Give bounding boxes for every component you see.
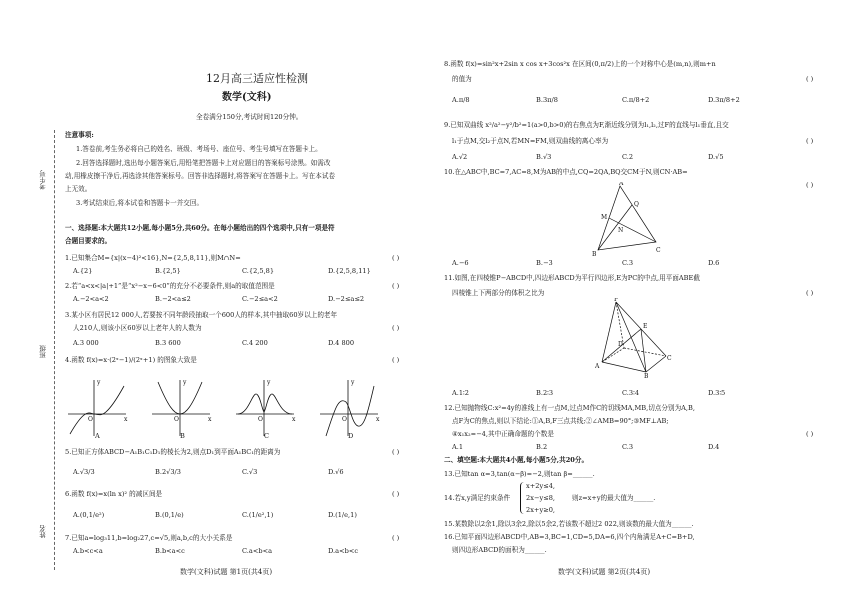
q16-stem-cont: 则四边形ABCD的面积为______.	[452, 546, 547, 554]
q7-option: B.b<a<c	[155, 547, 185, 555]
answer-bracket: ( )	[392, 324, 400, 332]
q12-stem-cont: 点F为C的焦点,则以下结论:①A,B,F三点共线;②∠AMB=90°;③MF⊥AB;	[452, 417, 669, 425]
page-2	[436, 0, 856, 608]
answer-bracket: ( )	[392, 534, 400, 542]
q6-option: C.(1/e²,1)	[242, 511, 274, 519]
graph-d	[326, 386, 374, 436]
q16-stem: 16.已知平面四边形ABCD中,AB=3,BC=1,CD=5,DA=6,四个内角满足A+C=B+D,	[444, 533, 695, 541]
q6-stem: 6.函数 f(x)=x(ln x)² 的减区间是	[65, 490, 163, 498]
q9-option: C.2	[622, 153, 634, 161]
q3-option: A.3 000	[73, 339, 99, 347]
graph-c	[238, 394, 292, 414]
q9-option: D.√5	[708, 153, 724, 161]
q9-stem: 9.已知双曲线 x²/a²−y²/b²=1(a>0,b>0)的右焦点为F,渐近线分别为l₁,l₂,过F的直线与l₁垂直,且交	[444, 121, 729, 129]
q2-option: A.−2<a<2	[73, 295, 109, 303]
notice-item: 3.考试结束后,将本试卷和答题卡一并交回。	[76, 199, 204, 207]
q1-option: A.{2}	[73, 267, 93, 275]
answer-bracket: ( )	[392, 356, 400, 364]
section-1-heading: 一、选择题:本大题共12小题,每小题5分,共60分。在每小题给出的四个选项中,只有一项是符	[65, 224, 335, 232]
q14-stem: 14.若x,y满足约束条件	[444, 494, 511, 502]
q4-label: A	[95, 432, 100, 440]
segment-cm	[609, 218, 656, 242]
binding-line	[54, 130, 55, 570]
q1-option: D.{2,5,8,11}	[328, 267, 371, 275]
q4-label: D	[348, 432, 354, 440]
q7-option: D.a<b<c	[328, 547, 359, 555]
q9-option: B.√3	[536, 153, 552, 161]
q4-stem: 4.函数 f(x)=x·(2ˣ−1)/(2ˣ+1) 的图象大致是	[65, 356, 197, 364]
graph-a	[70, 386, 124, 434]
q12-stem: 12.已知抛物线C:x²=4y的准线上有一点M,过点M作C的切线MA,MB,切点分别为A,B,	[444, 404, 695, 412]
q7-stem: 7.已知a=log₃11,b=log₂27,c=√5,则a,b,c的大小关系是	[65, 534, 233, 542]
svg-text:B: B	[592, 251, 597, 258]
notice-item: 2.回答选择题时,选出每小题答案后,用铅笔把答题卡上对应题目的答案标号涂黑。如需改	[76, 159, 331, 167]
q14-constraint: x+2y≤4,	[526, 482, 555, 490]
q15-stem: 15.某数除以2余1,除以3余2,除以5余2,若该数不超过2 022,则该数的最大值为______.	[444, 520, 694, 528]
svg-text:P: P	[614, 298, 619, 303]
q3-stem-cont: 人210人,则该小区60岁以上老年人的人数为	[73, 324, 202, 332]
q11-stem-cont: 四棱锥上下两部分的体积之比为	[452, 289, 545, 297]
answer-bracket: ( )	[806, 75, 814, 83]
answer-bracket: ( )	[392, 282, 400, 290]
q10-option: B.−3	[536, 259, 553, 267]
q2-stem: 2.若“a<x<|a|+1”是“x²−x−6<0”的充分不必要条件,则a的取值范围是	[65, 282, 275, 290]
q5-option: D.√6	[328, 468, 344, 476]
answer-bracket: ( )	[806, 430, 814, 438]
notice-title: 注意事项:	[65, 131, 94, 139]
constraint-brace	[520, 482, 524, 514]
q10-stem: 10.在△ABC中,BC=7,AC=8,M为AB的中点,CQ=2QA,BQ交CM于N,则CN·AB=	[444, 168, 688, 176]
exam-title: 12月高三适应性检测	[206, 72, 308, 85]
q13-stem: 13.已知tan α=3,tan(α−β)=−2,则tan β=______.	[444, 470, 595, 478]
answer-bracket: ( )	[806, 137, 814, 145]
q8-stem: 8.函数 f(x)=sin²x+2sin x cos x+3cos²x 在区间(0,π/2)上的一个对称中心是(m,n),则m+n	[444, 60, 716, 68]
candidate-number-label: 考生号	[39, 170, 47, 190]
q8-option: A.π/8	[452, 96, 470, 104]
q4-label: C	[264, 432, 270, 440]
q2-option: D.−2≤a≤2	[328, 295, 365, 303]
svg-text:y: y	[267, 379, 271, 386]
svg-text:O: O	[258, 416, 263, 423]
q10-option: D.6	[708, 259, 720, 267]
q7-option: A.b<c<a	[73, 547, 103, 555]
q14-stem-tail: 则z=x+y的最大值为______.	[572, 494, 656, 502]
q4-graph-options	[66, 376, 386, 438]
q9-option: A.√2	[452, 153, 468, 161]
notice-item: 动,用橡皮擦干净后,再选涂其他答案标号。回答非选择题时,将答案写在答题卡上。写在本试卷	[65, 172, 336, 180]
q6-option: D.(1/e,1)	[328, 511, 357, 519]
q3-option: C.4 200	[242, 339, 268, 347]
svg-text:C: C	[656, 247, 661, 254]
q3-option: B.3 600	[155, 339, 181, 347]
q10-triangle-figure	[592, 182, 662, 258]
svg-text:x: x	[208, 416, 212, 423]
q4-label: B	[180, 432, 185, 440]
svg-text:O: O	[88, 416, 93, 423]
q12-option: B.2	[536, 443, 548, 451]
svg-text:x: x	[292, 416, 296, 423]
svg-text:y: y	[183, 379, 187, 386]
svg-text:y: y	[351, 379, 355, 386]
q14-constraint: 2x−y≤8,	[526, 494, 555, 502]
exam-subject: 数学(文科)	[222, 92, 272, 103]
q2-option: B.−2<a≤2	[155, 295, 191, 303]
q11-option: D.3∶5	[708, 389, 726, 397]
notice-item: 上无效。	[65, 185, 92, 193]
q8-stem-cont: 的值为	[452, 75, 472, 83]
q1-option: C.{2,5,8}	[242, 267, 275, 275]
svg-text:y: y	[97, 379, 101, 386]
svg-text:x: x	[124, 416, 128, 423]
q3-option: D.4 800	[328, 339, 355, 347]
svg-text:N: N	[618, 227, 624, 234]
q11-option: C.3∶4	[622, 389, 640, 397]
svg-text:O: O	[342, 416, 347, 423]
answer-bracket: ( )	[806, 289, 814, 297]
page-footer: 数学(文科)试题 第1页(共4页)	[180, 568, 273, 576]
q14-constraint: 2x+y≥0,	[526, 506, 555, 514]
q5-stem: 5.已知正方体ABCD−A₁B₁C₁D₁的棱长为2,则点D₁到平面A₁BC₁的距离为	[65, 448, 281, 456]
q5-option: B.2√3/3	[155, 468, 181, 476]
q8-option: C.π/8+2	[622, 96, 650, 104]
q2-option: C.−2≤a<2	[242, 295, 278, 303]
q11-stem: 11.如图,在四棱锥P−ABCD中,四边形ABCD为平行四边形,E为PC的中点,用平面ABE截	[444, 274, 700, 282]
answer-bracket: ( )	[392, 448, 400, 456]
q12-option: C.3	[622, 443, 634, 451]
q8-option: B.3π/8	[536, 96, 558, 104]
q10-option: A.−6	[452, 259, 469, 267]
q7-option: C.a<b<a	[242, 547, 273, 555]
name-label: 姓名	[39, 525, 47, 538]
svg-text:x: x	[376, 416, 380, 423]
q6-option: A.(0,1/e²)	[73, 511, 105, 519]
q12-option: A.1	[452, 443, 464, 451]
section-2-heading: 二、填空题:本大题共4小题,每小题5分,共20分。	[444, 456, 589, 464]
svg-text:Q: Q	[634, 201, 639, 208]
svg-text:D: D	[618, 341, 623, 348]
svg-text:A: A	[619, 182, 624, 187]
q5-option: A.√3/3	[73, 468, 95, 476]
q6-option: B.(0,1/e)	[155, 511, 184, 519]
answer-bracket: ( )	[806, 181, 814, 189]
svg-text:B: B	[644, 373, 649, 378]
q12-option: D.4	[708, 443, 720, 451]
q9-stem-cont: l₁于点M,交l₂于点N,若MN=FM,则双曲线的离心率为	[452, 137, 609, 145]
q11-option: A.1∶2	[452, 389, 469, 397]
svg-text:A: A	[595, 363, 600, 370]
page-footer: 数学(文科)试题 第2页(共4页)	[558, 568, 651, 576]
q10-option: C.3	[622, 259, 634, 267]
q1-stem: 1.已知集合M={x|(x−4)²<16},N={2,5,8,11},则M∩N=	[65, 254, 241, 262]
answer-bracket: ( )	[392, 490, 400, 498]
q1-option: B.{2,5}	[155, 267, 181, 275]
svg-text:M: M	[601, 214, 608, 221]
q12-stem-cont: ④x₁x₂=−4,其中正确命题的个数是	[452, 430, 554, 438]
q11-pyramid-figure	[594, 298, 674, 378]
section-1-heading-cont: 合题目要求的。	[65, 237, 112, 245]
svg-text:O: O	[174, 416, 179, 423]
svg-text:E: E	[643, 323, 648, 330]
svg-text:C: C	[667, 355, 672, 362]
q3-stem: 3.某小区有居民12 000人,若要按不同年龄段抽取一个600人的样本,其中抽取60岁以上的老年	[65, 311, 338, 319]
class-label: 班级	[39, 345, 47, 358]
answer-bracket: ( )	[392, 254, 400, 262]
q8-option: D.3π/8+2	[708, 96, 740, 104]
q5-option: C.√3	[242, 468, 258, 476]
exam-info: 全卷满分150分,考试时间120分钟。	[196, 113, 303, 121]
q11-option: B.2∶3	[536, 389, 554, 397]
notice-item: 1.答卷前,考生务必将自己的姓名、班级、考场号、座位号、考生号填写在答题卡上。	[76, 145, 322, 153]
